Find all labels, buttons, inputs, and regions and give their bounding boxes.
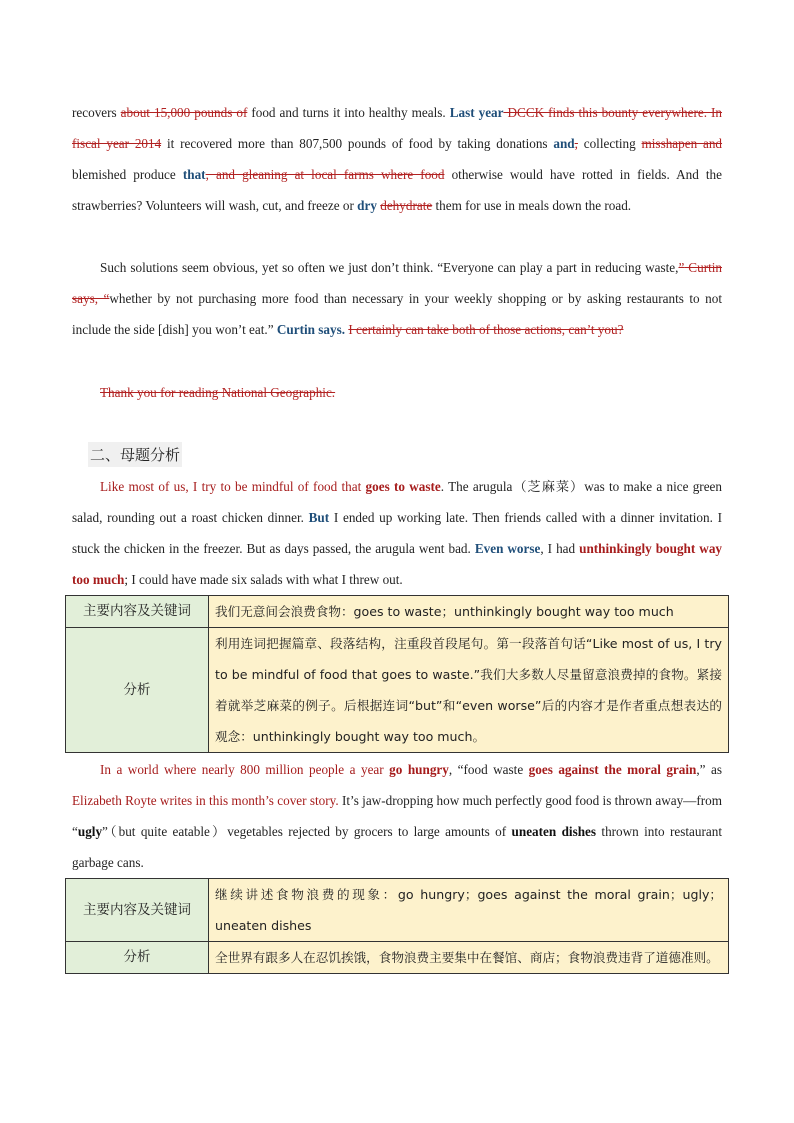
text: otherwise would have rotted in fields. And the strawberries? Volunteers will wash, cut, and freeze or [72, 167, 722, 213]
keyword: go hungry [389, 762, 449, 777]
inserted-text: and [553, 136, 575, 151]
deleted-text: dehydrate [380, 198, 433, 213]
analysis-table-1 [65, 595, 729, 753]
highlighted-text: In a world where nearly 800 million people a year [100, 762, 390, 777]
table-row [66, 628, 729, 753]
row-value: 全世界有跟多人在忍饥挨饿，食物浪费主要集中在餐馆、商店；食物浪费违背了道德准则。 [209, 942, 729, 974]
text: blemished produce [72, 167, 183, 182]
row-label: 分析 [66, 942, 209, 974]
paragraph-thanks [72, 377, 722, 408]
row-value: 继续讲述食物浪费的现象：go hungry；goes against the moral grain；ugly；uneaten dishes [209, 879, 729, 942]
paragraph-hunger [72, 754, 722, 878]
text: It’s jaw-dropping how much perfectly good food is thrown away—from “ [72, 793, 722, 839]
text: it recovered more than 807,500 pounds of food by taking donations [161, 136, 554, 151]
row-label: 分析 [66, 628, 209, 753]
text: recovers [72, 105, 121, 120]
keyword: goes against the moral grain [528, 762, 697, 777]
connector-word: But [308, 510, 330, 525]
text: ,” as [696, 762, 722, 777]
deleted-text: Thank you for reading National Geographic. [100, 385, 336, 400]
text: , I had [540, 541, 580, 556]
text: I ended up working late. Then friends called with a dinner invitation. I stuck the chicken in the freezer. But as days passed, the arugula went bad. [72, 510, 722, 556]
deleted-text: I certainly can take both of those actions, can’t you? [348, 322, 624, 337]
connector-word: Even worse [474, 541, 541, 556]
row-value: 我们无意间会浪费食物：goes to waste；unthinkingly bought way too much [209, 596, 729, 628]
inserted-text: dry [357, 198, 377, 213]
inserted-text: Last year [449, 105, 504, 120]
deleted-text: ” [678, 260, 685, 275]
section-title: 二、母题分析 [88, 442, 182, 467]
deleted-text: , [574, 136, 578, 151]
row-label: 主要内容及关键词 [66, 596, 209, 628]
text: . The arugula（芝麻菜）was to make a nice green salad, rounding out a roast chicken dinner. [72, 479, 722, 525]
paragraph-arugula [72, 471, 722, 595]
highlighted-text: Like most of us, I try to be mindful of food that [100, 479, 366, 494]
deleted-text: , and gleaning at local farms where food [205, 167, 445, 182]
keyword: goes to waste [365, 479, 441, 494]
row-value: 利用连词把握篇章、段落结构，注重段首段尾句。第一段落首句话“Like most of us, I try to be mindful of food that goes to waste.”我们大多数人尽量留意浪费掉的食物。紧接着就举芝麻菜的例子。后根据连词“but”和“even worse”后的内容才是作者重点想表达的观念：unthinkingly bought way too much。 [209, 628, 729, 753]
row-label: 主要内容及关键词 [66, 879, 209, 942]
table-row [66, 879, 729, 942]
keyword: uneaten dishes [511, 824, 597, 839]
paragraph-solutions [72, 252, 722, 345]
inserted-text: Curtin says. [276, 322, 346, 337]
highlighted-text: Elizabeth Royte writes in this month’s cover story. [72, 793, 339, 808]
table-row [66, 942, 729, 974]
text: ; I could have made six salads with what I threw out. [124, 572, 403, 587]
text: Such solutions seem obvious, yet so often we just don’t think. “Everyone can play a part in reducing waste, [100, 260, 679, 275]
deleted-text: about 15,000 pounds of [120, 105, 248, 120]
deleted-text: Curtin says, “ [72, 260, 723, 306]
deleted-text: DCCK finds this bounty everywhere. In fiscal year 2014 [72, 105, 723, 151]
table-row [66, 596, 729, 628]
inserted-text: that [182, 167, 206, 182]
text: food and turns it into healthy meals. [247, 105, 450, 120]
text: collecting [577, 136, 642, 151]
text: , “food waste [448, 762, 529, 777]
analysis-table-2 [65, 878, 729, 974]
keyword: ugly [77, 824, 103, 839]
deleted-text: misshapen and [641, 136, 723, 151]
text: whether by not purchasing more food than necessary in your weekly shopping or by asking restaurants to not include the side [dish] you won’t eat.” [72, 291, 722, 337]
text: them for use in meals down the road. [432, 198, 632, 213]
text: thrown into restaurant garbage cans. [72, 824, 722, 870]
paragraph-recovery [72, 97, 722, 221]
text: ”（but quite eatable）vegetables rejected by grocers to large amounts of [102, 824, 512, 839]
keyword: unthinkingly bought way too much [72, 541, 723, 587]
